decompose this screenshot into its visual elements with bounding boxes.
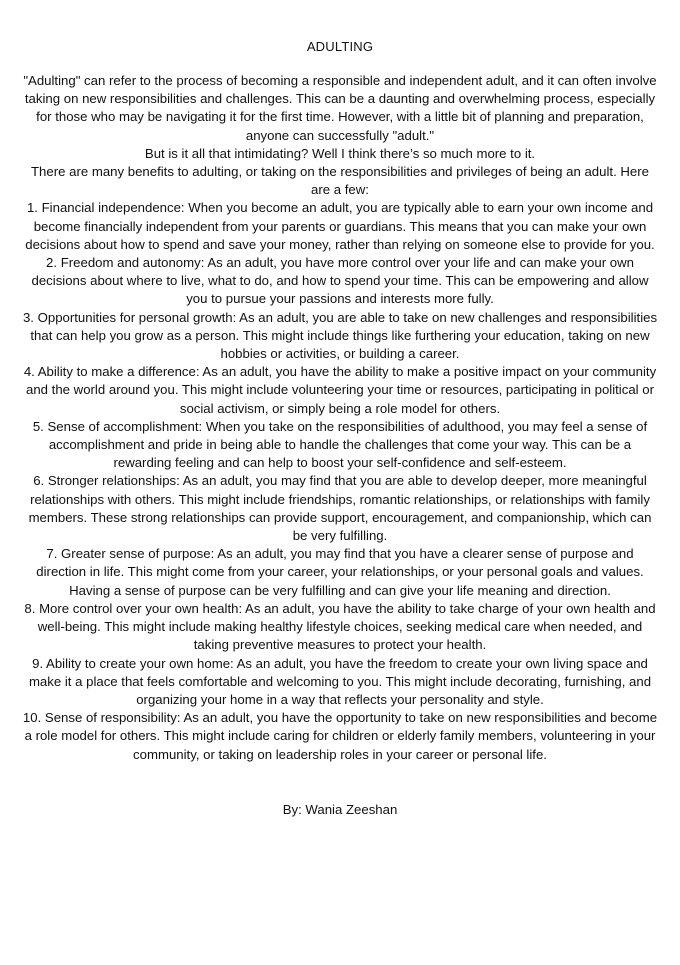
benefit-item-2: 2. Freedom and autonomy: As an adult, you have more control over your life and can make your own decisions about where to live, what to do, and how to spend your time. This can be empowering and allow you to pursue your passions and interests more fully. [31,255,649,307]
question-paragraph: But is it all that intimidating? Well I think there’s so much more to it. [144,145,536,161]
document-title: ADULTING [306,39,374,54]
benefit-item-7: 7. Greater sense of purpose: As an adult, you may find that you have a clearer sense of purpose and direction in life. This might come from your career, your relationships, or your personal goals and values. Having a sense of purpose can be very fulfilling and can give your life meaning and direction. [36,546,644,598]
intro-paragraph: "Adulting" can refer to the process of becoming a responsible and independent adult, and it can often involve taking on new responsibilities and challenges. This can be a daunting and overwhelming process, especially for those who may be navigating it for the first time. However, with a little bit of planning and preparation, anyone can successfully "adult." [23,73,657,143]
author-byline: By: Wania Zeeshan [282,801,398,817]
benefit-item-5: 5. Sense of accomplishment: When you take on the responsibilities of adulthood, you may feel a sense of accomplishment and pride in being able to handle the challenges that come your way. This can be a rewarding feeling and can help to boost your self-confidence and self-esteem. [32,418,648,471]
benefit-item-10: 10. Sense of responsibility: As an adult, you have the opportunity to take on new responsibilities and become a role model for others. This might include caring for children or elderly family members, volunteering in your community, or taking on leadership roles in your career or personal life. [22,710,658,762]
benefit-item-8: 8. More control over your own health: As an adult, you have the ability to take charge of your own health and well-being. This might include making healthy lifestyle choices, seeking medical care when needed, and taking preventive measures to protect your health. [24,600,656,653]
benefit-item-9: 9. Ability to create your own home: As an adult, you have the freedom to create your own living space and make it a place that feels comfortable and welcoming to you. This might include decorating, furnishing, and organizing your home in a way that reflects your personality and style. [28,655,652,707]
benefits-intro-paragraph: There are many benefits to adulting, or taking on the responsibilities and privileges of being an adult. Here are a few: [31,164,649,198]
benefit-item-6: 6. Stronger relationships: As an adult, you may find that you are able to develop deeper, more meaningful relationships with others. This might include friendships, romantic relationships, or relationships with family members. These strong relationships can provide support, encouragement, and companionship, which can be very fulfilling. [28,473,652,544]
benefit-item-4: 4. Ability to make a difference: As an adult, you have the ability to make a positive impact on your community and the world around you. This might include volunteering your time or resources, participating in political or social activism, or simply being a role model for others. [23,364,657,416]
benefit-item-3: 3. Opportunities for personal growth: As an adult, you are able to take on new challenges and responsibilities that can help you grow as a person. This might include things like furthering your education, taking on new hobbies or activities, or building a career. [22,309,658,362]
benefit-item-1: 1. Financial independence: When you become an adult, you are typically able to earn your own income and become financially independent from your parents or guardians. This means that you can make your own decisions about how to spend and save your money, rather than relying on someone else to provide for you. [25,200,655,252]
document-body [22,72,658,764]
